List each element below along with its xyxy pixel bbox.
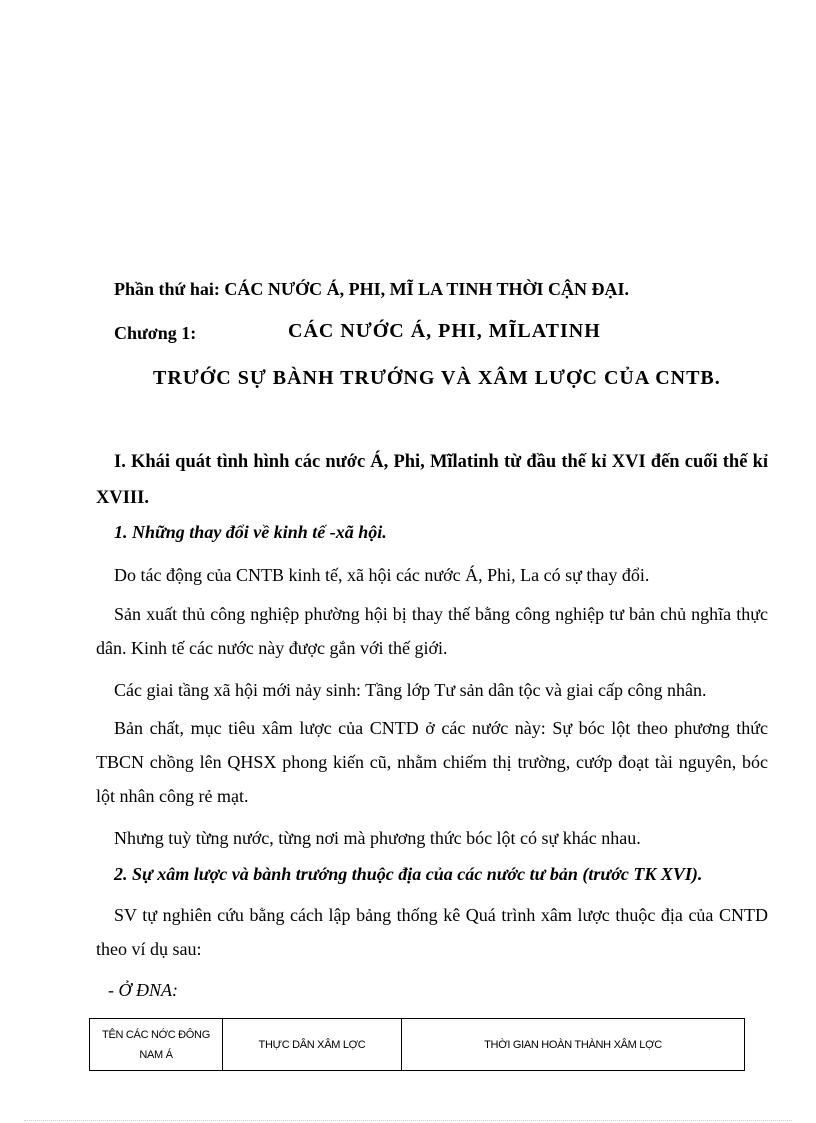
subsection2-heading: 2. Sự xâm lược và bành trướng thuộc địa của các nước tư bản (trước TK XVI). (114, 864, 703, 884)
table-header-completion-time: THỜI GIAN HOÀN THÀNH XÂM LỢC (402, 1019, 745, 1071)
chapter-label: Chương 1: (114, 323, 197, 343)
paragraph: SV tự nghiên cứu bằng cách lập bảng thống kê Quá trình xâm lược thuộc địa của CNTD theo ví dụ sau: (96, 905, 768, 959)
section-heading: I. Khái quát tình hình các nước Á, Phi, Mĩlatinh từ đầu thế kỉ XVI đến cuối thế kỉ XVIII. (96, 452, 768, 508)
page-bottom-divider (24, 1120, 792, 1121)
paragraph: Do tác động của CNTB kinh tế, xã hội các nước Á, Phi, La có sự thay đổi. (114, 565, 650, 585)
part-heading: Phần thứ hai: CÁC NƯỚC Á, PHI, MĨ LA TINH THỜI CẬN ĐẠI. (114, 279, 630, 299)
paragraph: Bản chất, mục tiêu xâm lược của CNTD ở các nước này: Sự bóc lột theo phương thức TBCN chồng lên QHSX phong kiến cũ, nhằm chiếm thị trường, cướp đoạt tài nguyên, bóc lột nhân công rẻ mạt. (96, 718, 768, 806)
table-header-country: TÊN CÁC NỚC ĐÔNG NAM Á (90, 1019, 223, 1071)
table-header-row (90, 1019, 745, 1071)
chapter-title-line1: CÁC NƯỚC Á, PHI, MĨLATINH (288, 320, 601, 342)
colonial-statistics-table (89, 1018, 745, 1071)
subsection1-heading: 1. Những thay đổi về kinh tế -xã hội. (114, 522, 387, 542)
paragraph: Sản xuất thủ công nghiệp phường hội bị thay thế bằng công nghiệp tư bản chủ nghĩa thực dân. Kinh tế các nước này được gắn với thế giới. (96, 604, 768, 658)
region-label: - Ở ĐNA: (108, 980, 178, 1000)
chapter-title-line2: TRƯỚC SỰ BÀNH TRƯỚNG VÀ XÂM LƯỢC CỦA CNTB. (153, 367, 721, 389)
paragraph: Nhưng tuỳ từng nước, từng nơi mà phương thức bóc lột có sự khác nhau. (114, 828, 641, 848)
table-header-colonizer: THỰC DÂN XÂM LỢC (223, 1019, 402, 1071)
paragraph: Các giai tầng xã hội mới nảy sinh: Tầng lớp Tư sản dân tộc và giai cấp công nhân. (114, 680, 707, 700)
